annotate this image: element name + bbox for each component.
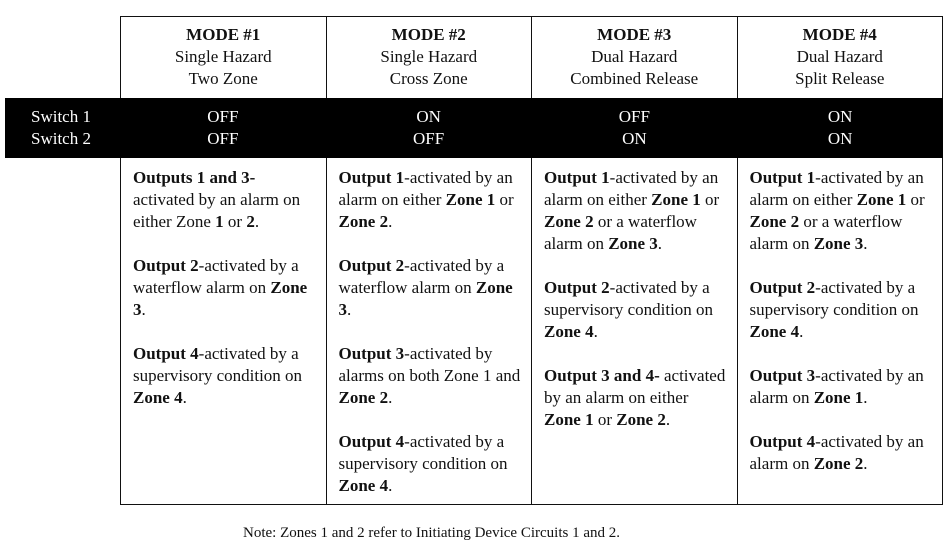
- switch-2-state: OFF: [207, 129, 239, 148]
- mode-4-switches: [737, 98, 943, 158]
- mode-title: MODE #4: [802, 25, 877, 44]
- mode-1-switches: [120, 98, 326, 158]
- output-description: Output 4-activated by a supervisory condition on Zone 4.: [338, 432, 508, 495]
- mode-title: MODE #3: [597, 25, 672, 44]
- mode-hazard-type: Single Hazard: [380, 47, 478, 66]
- switch-1-label: Switch 1: [31, 107, 91, 126]
- mode-2-outputs: [326, 158, 532, 504]
- switch-1-state: OFF: [618, 107, 650, 126]
- output-description: Output 4-activated by an alarm on Zone 2.: [749, 432, 924, 473]
- mode-header-1: [120, 17, 326, 98]
- switch-2-label: Switch 2: [31, 129, 91, 148]
- footnote: Note: Zones 1 and 2 refer to Initiating Device Circuits 1 and 2.: [243, 525, 620, 541]
- output-description: Output 3-activated by an alarm on Zone 1.: [749, 366, 924, 407]
- output-description: Output 2-activated by a supervisory condition on Zone 4.: [544, 278, 714, 341]
- mode-hazard-type: Dual Hazard: [796, 47, 883, 66]
- mode-title: MODE #2: [391, 25, 466, 44]
- output-description: Output 1-activated by an alarm on either Zone 1 or Zone 2 or a waterflow alarm on Zone 3.: [544, 168, 720, 253]
- mode-header-4: [737, 17, 943, 98]
- mode-hazard-type: Single Hazard: [174, 47, 272, 66]
- switch-settings-bar: [5, 98, 943, 158]
- output-description: Outputs 1 and 3- activated by an alarm on either Zone 1 or 2.: [133, 168, 301, 231]
- switch-2-state: ON: [827, 129, 853, 148]
- output-description-row: [120, 158, 943, 505]
- output-description: Output 1-activated by an alarm on either Zone 1 or Zone 2.: [338, 168, 514, 231]
- switch-1-state: ON: [827, 107, 853, 126]
- mode-header-row: [120, 16, 943, 98]
- mode-4-outputs: [737, 158, 943, 504]
- mode-title: MODE #1: [186, 25, 261, 44]
- output-description: Output 4-activated by a supervisory condition on Zone 4.: [133, 344, 303, 407]
- mode-1-outputs: [120, 158, 326, 504]
- mode-zone-type: Two Zone: [188, 69, 258, 88]
- mode-2-switches: [326, 98, 532, 158]
- switch-1-state: OFF: [207, 107, 239, 126]
- mode-header-3: [531, 17, 737, 98]
- switch-1-state: ON: [416, 107, 441, 126]
- output-description: Output 2-activated by a waterflow alarm on Zone 3.: [133, 256, 308, 319]
- output-description: Output 3 and 4- activated by an alarm on either Zone 1 or Zone 2.: [544, 366, 726, 429]
- mode-3-switches: [532, 98, 738, 158]
- switch-labels: [5, 98, 120, 158]
- switch-2-state: OFF: [413, 129, 445, 148]
- output-description: Output 1-activated by an alarm on either Zone 1 or Zone 2 or a waterflow alarm on Zone 3.: [749, 168, 925, 253]
- output-description: Output 2-activated by a supervisory condition on Zone 4.: [749, 278, 919, 341]
- output-description: Output 2-activated by a waterflow alarm on Zone 3.: [338, 256, 513, 319]
- mode-release-type: Split Release: [795, 69, 885, 88]
- switch-2-state: ON: [622, 129, 647, 148]
- mode-hazard-type: Dual Hazard: [591, 47, 678, 66]
- mode-3-outputs: [531, 158, 737, 504]
- output-description: Output 3-activated by alarms on both Zone 1 and Zone 2.: [338, 344, 521, 407]
- mode-zone-type: Cross Zone: [389, 69, 468, 88]
- mode-release-type: Combined Release: [570, 69, 699, 88]
- mode-header-2: [326, 17, 532, 98]
